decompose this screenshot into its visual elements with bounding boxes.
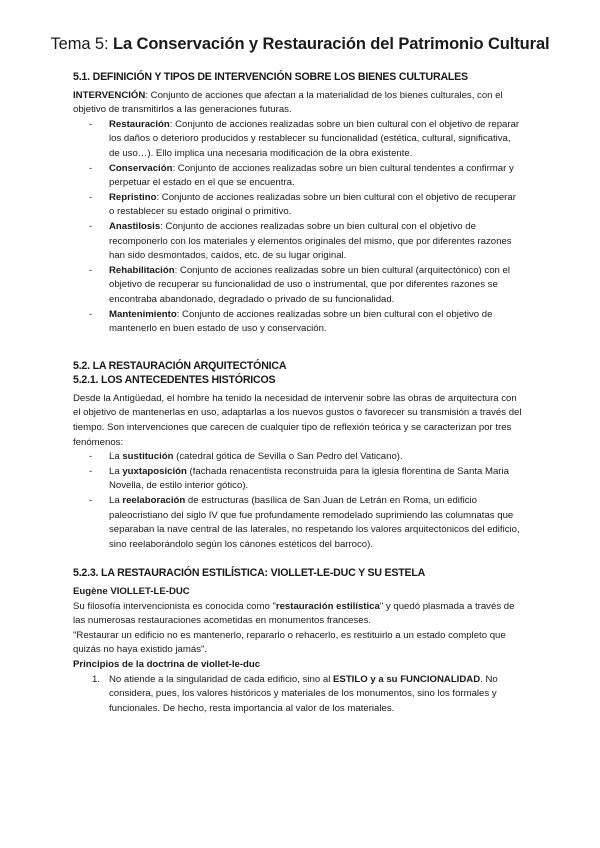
history-paragraph: Desde la Antigüedad, el hombre ha tenido la necesidad de intervenir sobre las obras de arquitectura con el objetivo de mantenerlas en uso, adaptarlas a los nuevos gustos o favorecer su transmisión a través del tiempo. Son intervenciones que carecen de cualquier tipo de reflexión teórica y se caracterizan por tres fenómenos:: [73, 392, 522, 448]
title-prefix: Tema 5:: [50, 35, 113, 53]
section-heading-5-2: 5.2. LA RESTAURACIÓN ARQUITECTÓNICA: [73, 359, 287, 372]
list-item: [109, 191, 523, 220]
item-term: reelaboración: [122, 495, 186, 507]
item-text: (catedral gótica de Sevilla o San Pedro del Vaticano).: [173, 451, 403, 463]
section-heading-5-2-3: 5.2.3. LA RESTAURACIÓN ESTILÍSTICA: VIOLLET-LE-DUC Y SU ESTELA: [73, 567, 426, 580]
list-item: [109, 450, 523, 465]
section-heading-5-2-1: 5.2.1. LOS ANTECEDENTES HISTÓRICOS: [73, 374, 276, 387]
item-term: sustitución: [122, 451, 174, 463]
item-term: Conservación: [109, 162, 173, 174]
intervention-list: [73, 118, 523, 337]
para-term: restauración estilística: [275, 600, 380, 612]
item-term: Anastilosis: [109, 220, 161, 232]
intro-term: INTERVENCIÓN: [73, 89, 146, 101]
item-text: : Conjunto de acciones realizadas sobre un bien cultural con el objetivo de recomponerlo con los materiales y elementos originales del mismo, que por diferentes razones han sido desmontados, caídos, etc. de su lugar original.: [109, 220, 512, 262]
author-name: [73, 585, 523, 600]
item-pre: La: [109, 495, 123, 507]
list-item: [109, 162, 523, 191]
item-term: Rehabilitación: [109, 264, 175, 276]
title-main: La Conservación y Restauración del Patrimonio Cultural: [112, 35, 550, 53]
item-text: (fachada renacentista reconstruida para la iglesia florentina de Santa Maria Novella, de estilo interior gótico).: [109, 465, 509, 492]
principles-heading: [73, 658, 523, 673]
item-pre: La: [109, 465, 123, 477]
item-term: Mantenimiento: [109, 308, 177, 320]
item-text: : Conjunto de acciones realizadas sobre un bien cultural (arquitectónico) con el objetivo de recuperar su funcionalidad de uso o instrumental, que por diferentes razones se encontraba abandonado, degradado o privado de su funcionalidad.: [109, 264, 511, 305]
list-item: [109, 264, 523, 308]
item-term: yuxtaposición: [122, 465, 187, 477]
list-item: [109, 308, 523, 337]
quote: "Restaurar un edificio no es mantenerlo, repararlo o rehacerlo, es restituirlo a un estado completo que quizás no haya existido jamás".: [73, 629, 506, 656]
intro-text: : Conjunto de acciones que afectan a la materialidad de los bienes culturales, con el objetivo de transmitirlos a las generaciones futuras.: [73, 89, 503, 116]
page-title: [0, 34, 600, 54]
list-item: [109, 118, 523, 162]
document-body: [73, 70, 523, 716]
item-pre: No atiende a la singularidad de cada edificio, sino al: [109, 673, 334, 685]
list-item: [109, 220, 523, 264]
list-item: [92, 673, 523, 717]
item-text: : Conjunto de acciones realizadas sobre un bien cultural con el objetivo de reparar los daños o deterioro producidos y restablecer su funcionalidad (estética, cultural, significativa, de uso…). Ello implica una necesaria modificación de la obra existente.: [109, 118, 520, 159]
item-text: de estructuras (basílica de San Juan de Letrán en Roma, un edificio paleocristiano del siglo IV que fue profundamente remodelado suprimiendo las columnatas que separaban la nave central de las laterales, no respetando los valores arquitectónicos del edificio, sino reelaborándolo según los cánones estéticos del barroco).: [109, 495, 520, 550]
item-pre: La: [109, 451, 123, 463]
item-term: Restauración: [109, 118, 170, 130]
principles-list: [73, 673, 523, 717]
item-text: : Conjunto de acciones realizadas sobre un bien cultural con el objetivo de mantenerlo en buen estado de uso y conservación.: [109, 308, 493, 335]
para-post: " y quedó plasmada a través de las numerosas restauraciones acometidas en monumentos franceses.: [73, 600, 515, 627]
principles-heading-label: Principios de la doctrina de viollet-le-duc: [73, 658, 261, 670]
item-number: 1.: [92, 673, 101, 685]
item-term: ESTILO y a su FUNCIONALIDAD: [333, 673, 481, 685]
item-term: Repristino: [109, 191, 157, 203]
philosophy-paragraph: [73, 600, 523, 629]
phenomena-list: [73, 450, 523, 552]
section-heading-5-1: 5.1. DEFINICIÓN Y TIPOS DE INTERVENCIÓN SOBRE LOS BIENES CULTURALES: [73, 71, 468, 83]
list-item: [109, 494, 523, 552]
intro-paragraph: [73, 89, 523, 118]
item-post: . No considera, pues, los valores históricos y materiales de los monumentos, sino los formales y funcionales. De hecho, resta importancia al valor de los materiales.: [109, 673, 498, 714]
para-pre: Su filosofía intervencionista es conocida como ": [73, 600, 276, 612]
author-label: Eugène VIOLLET-LE-DUC: [73, 586, 190, 597]
item-text: : Conjunto de acciones realizadas sobre un bien cultural con el objetivo de recuperar o restablecer su estado original o primitivo.: [109, 191, 516, 218]
item-text: : Conjunto de acciones realizadas sobre un bien cultural tendentes a confirmar y perpetuar el estado en el que se encuentra.: [109, 162, 514, 189]
list-item: [109, 465, 523, 494]
